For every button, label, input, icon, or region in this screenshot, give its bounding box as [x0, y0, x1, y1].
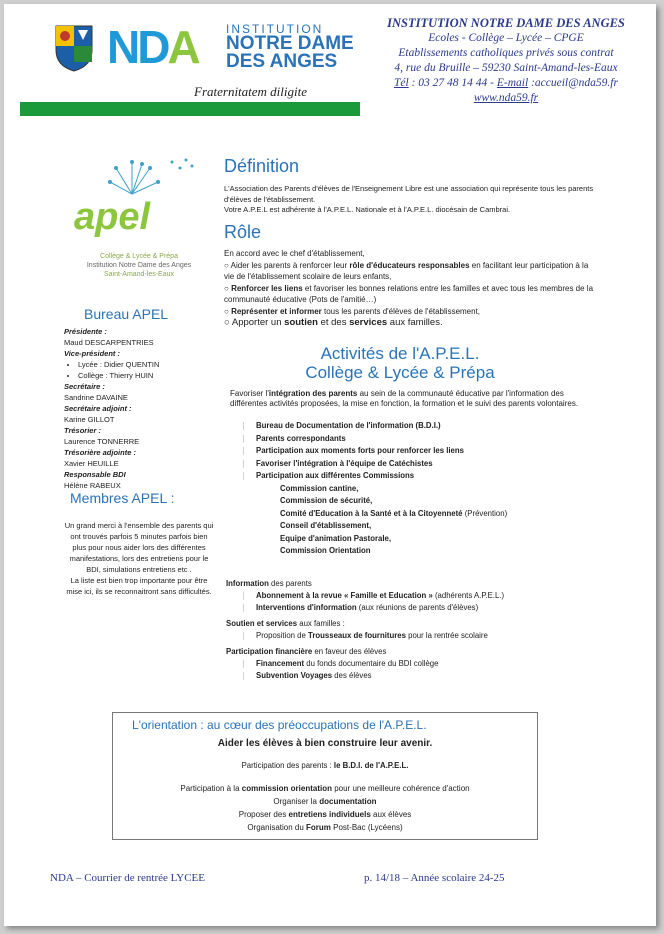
bullet-icon: ❘ [240, 659, 247, 668]
text: (adhérents A.P.E.L.) [432, 591, 505, 600]
text: des élèves [332, 671, 372, 680]
bullet-icon: ❘ [240, 433, 247, 443]
website-link[interactable]: www.nda59.fr [473, 92, 539, 104]
text: pour une meilleure cohérence d'action [331, 784, 470, 793]
apel-sub3: Saint-Amand-les-Eaux [103, 271, 175, 278]
motto: Fraternitatem diligite [194, 84, 308, 99]
contact-block [376, 16, 636, 106]
text: le B.D.I. de l'A.P.E.L. [333, 761, 409, 770]
text: Interventions d'information [256, 603, 357, 612]
text: tous les parents d'élèves de l'établissement, [321, 306, 481, 316]
role-label: Présidente : [64, 327, 107, 336]
text: des parents [268, 579, 312, 588]
institution-name: NOTRE DAME DES ANGES [226, 33, 354, 72]
activites-title [300, 344, 500, 382]
sub-item [240, 508, 600, 521]
member-name: Xavier HEUILLE [64, 459, 119, 468]
list-item [226, 630, 596, 642]
text: Apporter un [231, 317, 285, 328]
member-name: Maud DESCARPENTRIES [64, 338, 154, 347]
member-name: • Collège : Thierry HUIN [78, 370, 234, 381]
contact-line1: Ecoles - Collège – Lycée – CPGE [428, 32, 584, 44]
role-item: ○ Représenter et informer tous les parents d'élèves de l'établissement, [224, 306, 481, 316]
list-item [240, 420, 600, 433]
text: du fonds documentaire du BDI collège [304, 659, 439, 668]
apel-subtitle [59, 252, 219, 279]
text: Soutien et services [226, 619, 298, 628]
text: en faveur des élèves [312, 647, 387, 656]
email-value[interactable]: :accueil@nda59.fr [528, 77, 618, 89]
role-item: ○ Apporter un soutien et des services aux familles. [224, 317, 443, 328]
orientation-line [112, 795, 538, 808]
institution-label: INSTITUTION [226, 22, 324, 36]
bullet-icon: ❘ [240, 471, 247, 480]
role-item: ○ Aider les parents à renforcer leur rôle d'éducateurs responsables en facilitant leur participation à la vie de l'établissement scolaire de leurs enfants, [224, 260, 589, 281]
contact-title: INSTITUTION NOTRE DAME DES ANGES [387, 16, 625, 30]
text: Proposition de [256, 631, 309, 640]
text: Information [226, 579, 269, 588]
role-intro: En accord avec le chef d'établissement, [224, 249, 365, 258]
bullet-icon: ❘ [240, 421, 247, 430]
text: Bureau de Documentation de l'information (B.D.I.) [256, 421, 441, 430]
text: services [349, 317, 388, 328]
orientation-line [112, 782, 538, 795]
activites-list [240, 420, 600, 558]
nda-logo-a: A [167, 21, 198, 73]
header-green-bar [20, 102, 360, 116]
membres-text [64, 520, 214, 597]
list-item [226, 670, 596, 682]
text: et favoriser les bonnes relations entre les familles et avec tous les membres de la communauté éducative (Pots de l'amitié…) [224, 283, 594, 304]
text: Parents correspondants [256, 433, 346, 443]
text: Subvention Voyages [256, 671, 333, 680]
text: Participation des parents : [241, 761, 334, 770]
text: aux familles. [387, 317, 443, 328]
text: Favoriser l' [230, 389, 269, 398]
member-name: Hélène RABEUX [64, 481, 121, 490]
orientation-line [112, 821, 538, 834]
apel-sub1: Collège & Lycée & Prépa [100, 253, 178, 260]
apel-wordmark: apel [74, 196, 151, 238]
bureau-title: Bureau APEL [84, 306, 169, 322]
text: Participation aux différentes Commissions [256, 471, 415, 480]
role-text [224, 248, 594, 329]
bullet-icon: ❘ [240, 671, 247, 680]
membres-title: Membres APEL : [70, 490, 175, 506]
contact-line3: 4, rue du Bruille – 59230 Saint-Amand-les-Eaux [394, 62, 618, 74]
text: au sein de la communauté éducative par l'information des différentes activités proposées, la mise en fonction, la formation et le suivi des parents volontaires. [230, 389, 579, 408]
role-label: Trésorière adjointe : [64, 448, 136, 457]
text: Financement [256, 659, 305, 668]
role-label: Vice-président : [64, 349, 120, 358]
text: (aux réunions de parents d'élèves) [356, 603, 479, 612]
orientation-list [112, 782, 538, 834]
membres-text1: Un grand merci à l'ensemble des parents qui ont trouvés parfois 5 minutes parfois bien plus pour nous aider lors des différentes manifestations, lors des entretiens pour le BDI, simulations entretiens etc . [64, 521, 214, 574]
bullet-icon: ❘ [240, 446, 247, 455]
text: aux familles : [297, 619, 345, 628]
tel-value: : 03 27 48 14 44 - [408, 77, 497, 89]
orientation-title: L'orientation : au cœur des préoccupations de l'A.P.E.L. [132, 718, 427, 732]
list-item [240, 470, 600, 483]
text: Abonnement à la revue « Famille et Education » [256, 591, 433, 600]
list-item [226, 602, 596, 614]
sub-item: Conseil d'établissement, [280, 521, 372, 530]
apel-sub2: Institution Notre Dame des Anges [86, 262, 192, 269]
member-name: • Lycée : Didier QUENTIN [78, 359, 234, 370]
bullet-icon: ❘ [240, 631, 247, 640]
text: Organisation du [247, 823, 307, 832]
role-label: Secrétaire adjoint : [64, 404, 132, 413]
contact-line2: Etablissements catholiques privés sous contrat [398, 47, 614, 59]
text: Participation aux moments forts pour renforcer les liens [256, 446, 464, 455]
list-item [226, 658, 596, 670]
info-heading [226, 578, 596, 590]
text: en facilitant leur participation à la vie de l'établissement scolaire de leurs enfants, [224, 260, 589, 281]
orientation-line [112, 808, 538, 821]
text: Organiser la [273, 797, 320, 806]
activites-intro [230, 389, 580, 409]
text: Renforcer les liens [231, 283, 303, 293]
text: intégration des parents [268, 389, 358, 398]
text: soutien [284, 317, 318, 328]
orientation-subtitle: Aider les élèves à bien construire leur avenir. [217, 738, 433, 749]
tel-label: Tél [394, 77, 409, 89]
sub-item: Equipe d'animation Pastorale, [280, 533, 392, 543]
text: Participation financière [226, 647, 313, 656]
info-heading [226, 618, 596, 630]
text: Comité d'Education à la Santé et à la Citoyenneté [280, 508, 463, 518]
text: entretiens individuels [288, 810, 371, 819]
sub-item: Commission Orientation [280, 546, 371, 555]
nda-logo [107, 22, 207, 72]
member-name: Sandrine DAVAINE [64, 393, 128, 402]
definition-text1: L'Association des Parents d'élèves de l'Enseignement Libre est une association qui représente tous les parents d'élèves de l'établissement. [224, 184, 594, 204]
member-name: Karine GILLOT [64, 415, 115, 424]
membres-text2: La liste est bien trop importante pour être mise ici, ils se reconnaitront sans difficultés. [66, 576, 212, 596]
email-label[interactable]: E-mail [496, 77, 529, 89]
text: Participation à la [180, 784, 242, 793]
definition-text [224, 184, 594, 216]
document-page [4, 4, 656, 926]
definition-title: Définition [224, 156, 300, 176]
bullet-icon: ❘ [240, 603, 247, 612]
text: Forum [306, 823, 331, 832]
text: Favoriser l'intégration à l'équipe de Catéchistes [256, 458, 433, 468]
contact-phone-email [376, 76, 636, 91]
text: (Prévention) [462, 508, 508, 518]
text: rôle d'éducateurs responsables [349, 260, 470, 270]
role-label: Responsable BDI [64, 470, 126, 479]
footer-page-number: p. 14/18 – Année scolaire 24-25 [364, 872, 505, 884]
text: Représenter et informer [231, 306, 322, 316]
text: Aider les parents à renforcer leur [230, 260, 350, 270]
list-item [240, 458, 600, 471]
info-heading [226, 646, 596, 658]
footer-left: NDA – Courrier de rentrée LYCEE [50, 872, 205, 884]
role-item: ○ Renforcer les liens et favoriser les bonnes relations entre les familles et avec tous les membres de la communauté éducative (Pots de l'amitié…) [224, 283, 594, 304]
text: commission orientation [241, 784, 332, 793]
crest-icon [54, 24, 94, 72]
bullet-icon: ❘ [240, 591, 247, 600]
text: aux élèves [370, 810, 412, 819]
definition-text2: Votre A.P.E.L est adhérente à l'A.P.E.L. Nationale et à l'A.P.E.L. diocésain de Cambrai. [224, 205, 511, 214]
role-title: Rôle [224, 222, 262, 242]
bullet-icon: ❘ [240, 458, 247, 468]
information-section [226, 578, 596, 682]
orientation-participation [112, 761, 538, 770]
nda-logo-nd: ND [107, 21, 168, 73]
text: Post-Bac (Lycéens) [330, 823, 403, 832]
text: documentation [319, 797, 377, 806]
activites-title2: Collège & Lycée & Prépa [305, 363, 495, 382]
role-label: Trésorier : [64, 426, 101, 435]
sub-item: Commission cantine, [280, 483, 359, 493]
bureau-list [64, 326, 234, 491]
sub-item: Commission de sécurité, [280, 496, 373, 505]
list-item [240, 433, 600, 446]
activites-title1: Activités de l'A.P.E.L. [320, 344, 480, 363]
role-label: Secrétaire : [64, 382, 105, 391]
text: et des [317, 317, 350, 328]
member-name: Laurence TONNERRE [64, 437, 140, 446]
text: Proposer des [238, 810, 289, 819]
text: pour la rentrée scolaire [405, 631, 488, 640]
list-item [240, 445, 600, 458]
text: Trousseaux de fournitures [308, 631, 406, 640]
list-item [226, 590, 596, 602]
